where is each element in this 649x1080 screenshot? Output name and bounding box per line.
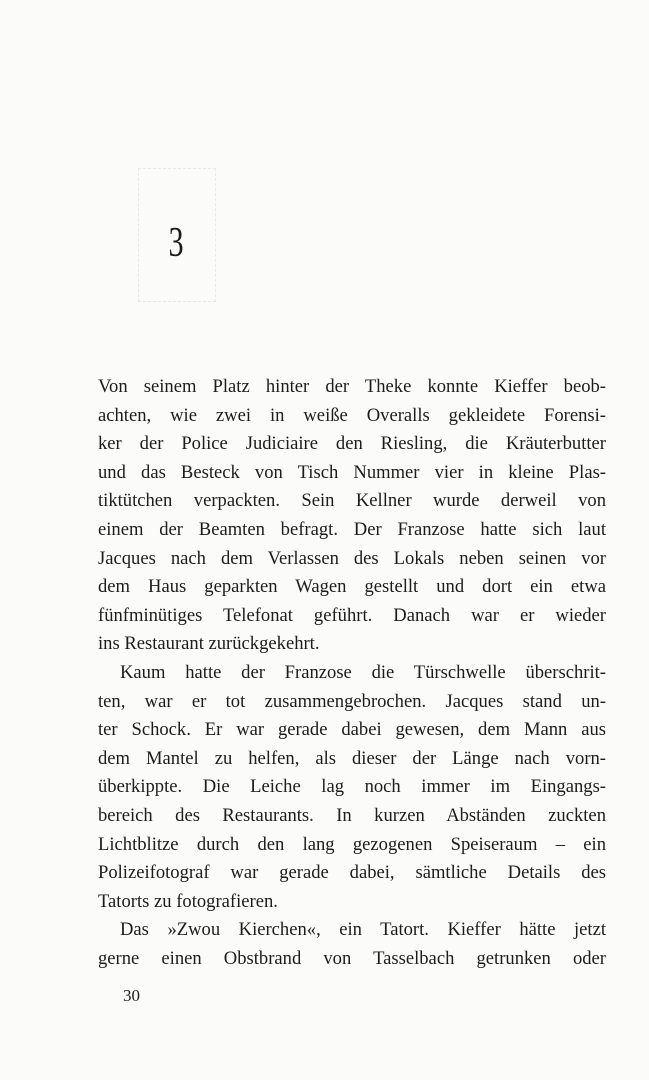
text-line: Polizeifotograf war gerade dabei, sämtliche Details des [98,862,606,884]
page-number: 30 [123,986,140,1005]
text-line: dem Haus geparkten Wagen gestellt und dort ein etwa [98,576,606,598]
text-line: Von seinem Platz hinter der Theke konnte Kieffer beob- [98,376,606,397]
text-line: gerne einen Obstbrand von Tasselbach getrunken oder [98,947,606,969]
text-line: Jacques nach dem Verlassen des Lokals neben seinen vor [98,547,606,569]
text-line: ins Restaurant zurückgekehrt. [98,633,320,655]
text-line: und das Besteck von Tisch Nummer vier in kleine Plas- [98,461,606,483]
paragraph-2 [98,659,606,916]
paragraph-3 [98,916,606,973]
text-line: ten, war er tot zusammengebrochen. Jacques stand un- [98,690,606,712]
text-line: tiktütchen verpackten. Sein Kellner wurde derweil von [98,490,606,512]
text-line: dem Mantel zu helfen, als dieser der Länge nach vorn- [98,747,606,769]
body-text [98,373,606,973]
chapter-number: 3 [168,220,184,266]
text-line: fünfminütiges Telefonat geführt. Danach war er wieder [98,604,606,626]
text-line: bereich des Restaurants. In kurzen Abständen zuckten [98,804,606,826]
text-line: Tatorts zu fotografieren. [98,890,278,912]
text-line: einem der Beamten befragt. Der Franzose hatte sich laut [98,518,606,540]
text-line: ker der Police Judiciaire den Riesling, die Kräuterbutter [98,433,606,455]
paragraph-1 [98,373,606,659]
text-line: überkippte. Die Leiche lag noch immer im Eingangs- [98,776,606,798]
text-line: Das »Zwou Kierchen«, ein Tatort. Kieffer hätte jetzt [120,919,606,941]
text-line: ter Schock. Er war gerade dabei gewesen, dem Mann aus [98,719,606,741]
text-line: Kaum hatte der Franzose die Türschwelle überschrit- [120,661,606,683]
text-line: Lichtblitze durch den lang gezogenen Speiseraum – ein [98,833,606,855]
text-line: achten, wie zwei in weiße Overalls gekleidete Forensi- [98,404,606,426]
